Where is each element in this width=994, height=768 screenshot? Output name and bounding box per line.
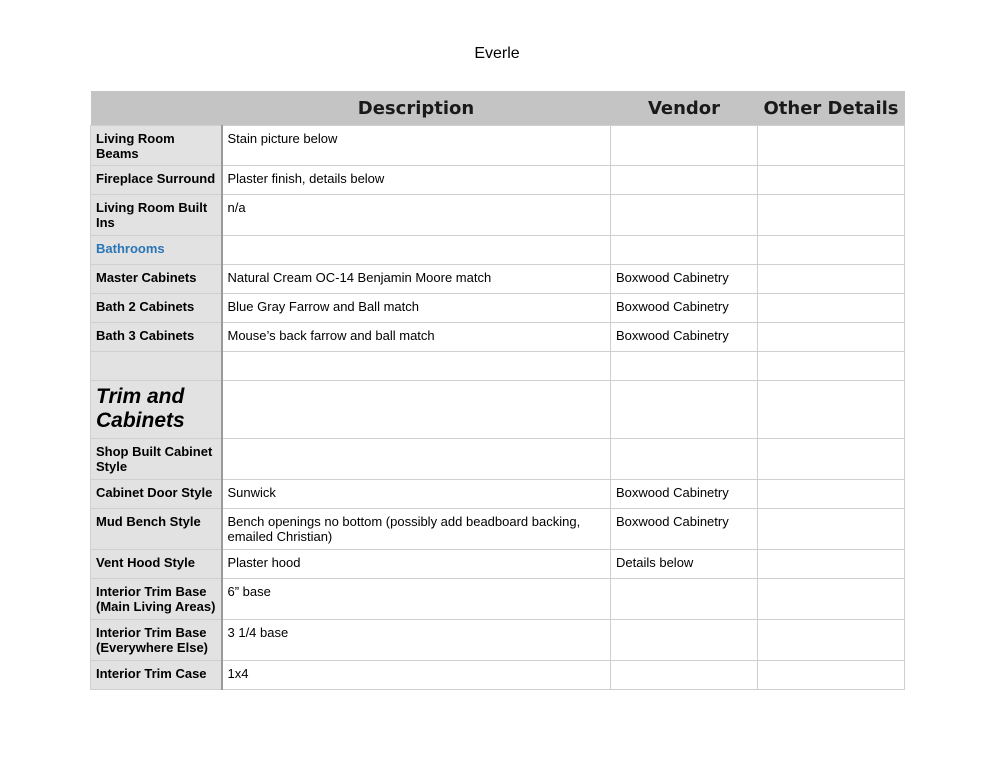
row-label: Interior Trim Base (Everywhere Else) [91, 620, 222, 661]
row-details [758, 294, 905, 323]
row-vendor: Boxwood Cabinetry [611, 294, 758, 323]
table-row-empty [91, 352, 905, 381]
row-description: Plaster hood [222, 550, 611, 579]
row-vendor [611, 126, 758, 166]
row-label: Interior Trim Case [91, 661, 222, 690]
row-vendor [611, 620, 758, 661]
row-details [758, 620, 905, 661]
row-label: Vent Hood Style [91, 550, 222, 579]
row-details [758, 236, 905, 265]
row-description: Bench openings no bottom (possibly add beadboard backing, emailed Christian) [222, 509, 611, 550]
row-details [758, 480, 905, 509]
header-description: Description [222, 91, 611, 126]
row-description: Natural Cream OC-14 Benjamin Moore match [222, 265, 611, 294]
table-row [91, 126, 905, 166]
row-label: Cabinet Door Style [91, 480, 222, 509]
table-row [91, 265, 905, 294]
row-vendor [611, 352, 758, 381]
section-row-bathrooms [91, 236, 905, 265]
header-row [91, 91, 905, 126]
section-label: Bathrooms [91, 236, 222, 265]
row-details [758, 265, 905, 294]
table-row [91, 294, 905, 323]
row-vendor [611, 579, 758, 620]
row-details [758, 509, 905, 550]
row-details [758, 550, 905, 579]
row-details [758, 195, 905, 236]
row-description: Blue Gray Farrow and Ball match [222, 294, 611, 323]
table-row [91, 550, 905, 579]
header-label [91, 91, 222, 126]
table-row [91, 439, 905, 480]
section-heading: Trim and Cabinets [91, 381, 222, 439]
row-vendor [611, 236, 758, 265]
row-vendor [611, 195, 758, 236]
row-vendor [611, 661, 758, 690]
table-row [91, 620, 905, 661]
row-label: Bath 3 Cabinets [91, 323, 222, 352]
spec-table [90, 91, 905, 690]
row-description: n/a [222, 195, 611, 236]
row-label: Living Room Built Ins [91, 195, 222, 236]
row-label: Fireplace Surround [91, 166, 222, 195]
table-row [91, 323, 905, 352]
row-description: Mouse’s back farrow and ball match [222, 323, 611, 352]
row-description: 3 1/4 base [222, 620, 611, 661]
row-vendor: Boxwood Cabinetry [611, 480, 758, 509]
row-details [758, 126, 905, 166]
table-row [91, 579, 905, 620]
row-description: 6” base [222, 579, 611, 620]
row-label: Master Cabinets [91, 265, 222, 294]
row-vendor [611, 439, 758, 480]
page-title: Everle [474, 45, 520, 62]
row-vendor [611, 166, 758, 195]
row-description [222, 381, 611, 439]
row-description: Sunwick [222, 480, 611, 509]
row-vendor: Details below [611, 550, 758, 579]
row-description [222, 236, 611, 265]
row-details [758, 439, 905, 480]
section-row-trim-and-cabinets [91, 381, 905, 439]
row-label: Mud Bench Style [91, 509, 222, 550]
row-vendor [611, 381, 758, 439]
table-row [91, 509, 905, 550]
row-description: 1x4 [222, 661, 611, 690]
row-label: Living Room Beams [91, 126, 222, 166]
row-label: Shop Built Cabinet Style [91, 439, 222, 480]
row-label: Bath 2 Cabinets [91, 294, 222, 323]
row-details [758, 579, 905, 620]
row-details [758, 352, 905, 381]
row-label: Interior Trim Base (Main Living Areas) [91, 579, 222, 620]
row-vendor: Boxwood Cabinetry [611, 265, 758, 294]
row-details [758, 381, 905, 439]
header-other-details: Other Details [758, 91, 905, 126]
header-vendor: Vendor [611, 91, 758, 126]
table-row [91, 166, 905, 195]
row-details [758, 661, 905, 690]
row-vendor: Boxwood Cabinetry [611, 509, 758, 550]
row-details [758, 166, 905, 195]
row-label [91, 352, 222, 381]
table-row [91, 480, 905, 509]
row-description: Stain picture below [222, 126, 611, 166]
row-description: Plaster finish, details below [222, 166, 611, 195]
row-vendor: Boxwood Cabinetry [611, 323, 758, 352]
row-description [222, 439, 611, 480]
table-row [91, 661, 905, 690]
row-description [222, 352, 611, 381]
table-row [91, 195, 905, 236]
row-details [758, 323, 905, 352]
